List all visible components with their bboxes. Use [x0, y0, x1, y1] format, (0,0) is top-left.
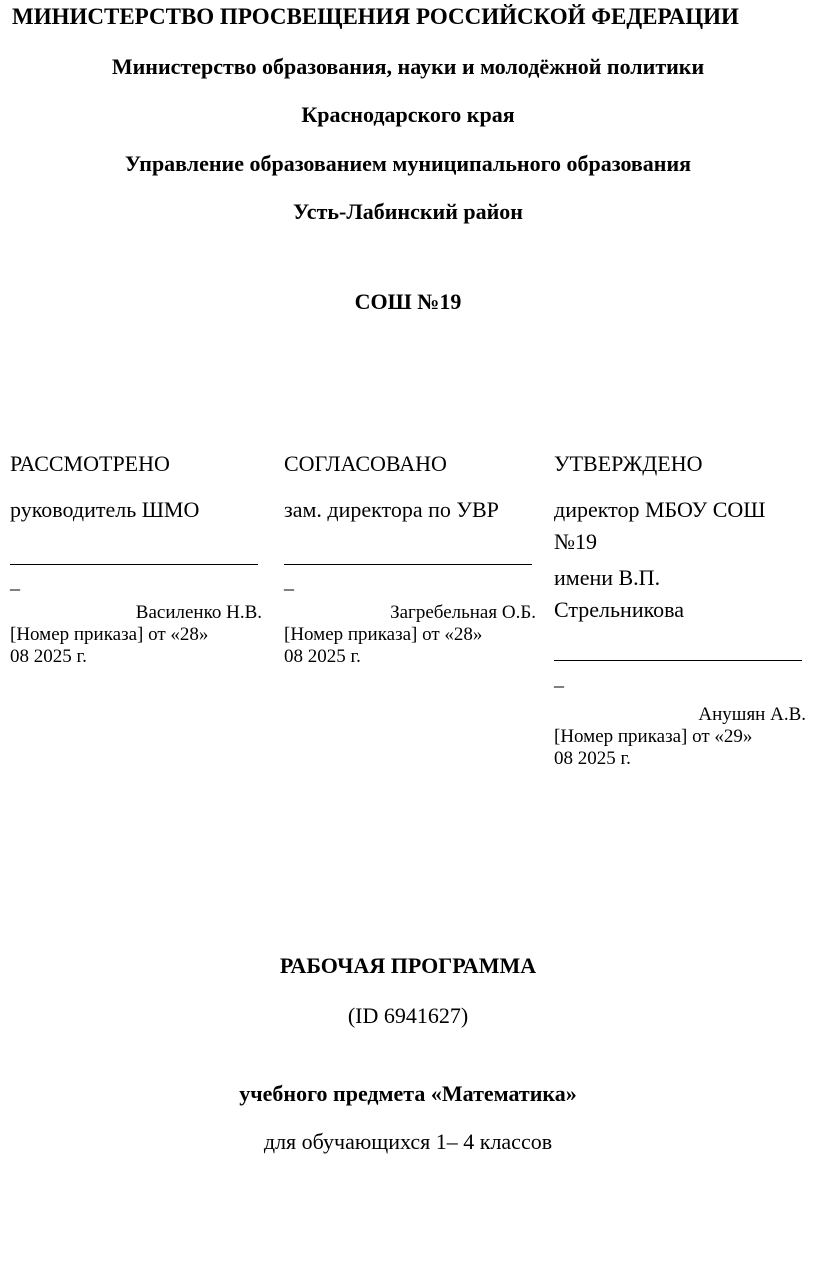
program-title: РАБОЧАЯ ПРОГРАММА: [279, 953, 537, 978]
federal-ministry-heading: МИНИСТЕРСТВО ПРОСВЕЩЕНИЯ РОССИЙСКОЙ ФЕДЕРАЦИИ: [12, 4, 739, 29]
municipal-line2: Усть-Лабинский район: [293, 199, 523, 224]
approval-title: УТВЕРЖДЕНО: [554, 451, 703, 476]
regional-ministry-line1: Министерство образования, науки и молодёжной политики: [111, 54, 705, 79]
program-id: (ID 6941627): [347, 1003, 469, 1028]
signatory-name: Василенко Н.В.: [135, 602, 262, 623]
order-line2: 08 2025 г.: [554, 748, 631, 769]
order-line2: 08 2025 г.: [284, 646, 361, 667]
signature-line: [554, 660, 802, 661]
school-name: СОШ №19: [354, 289, 462, 314]
order-line1: [Номер приказа] от «28»: [10, 624, 209, 645]
signature-line: [284, 564, 532, 565]
approval-role: руководитель ШМО: [10, 497, 200, 522]
approval-role-line1: директор МБОУ СОШ: [554, 497, 766, 522]
signature-underscore: _: [284, 571, 294, 593]
signatory-name: Анушян А.В.: [698, 704, 806, 725]
signatory-name: Загребельная О.Б.: [390, 602, 536, 623]
approval-role: зам. директора по УВР: [284, 497, 499, 522]
signature-underscore: _: [10, 571, 20, 593]
approval-title: СОГЛАСОВАНО: [284, 451, 447, 476]
order-line2: 08 2025 г.: [10, 646, 87, 667]
approval-role-line4: Стрельникова: [554, 597, 685, 622]
program-subject: учебного предмета «Математика»: [239, 1081, 577, 1106]
order-line1: [Номер приказа] от «29»: [554, 726, 753, 747]
order-line1: [Номер приказа] от «28»: [284, 624, 483, 645]
signature-underscore: _: [554, 668, 564, 690]
approval-role-line3: имени В.П.: [554, 565, 661, 590]
program-audience: для обучающихся 1– 4 классов: [263, 1129, 553, 1154]
municipal-line1: Управление образованием муниципального образования: [124, 151, 692, 176]
signature-line: [10, 564, 258, 565]
regional-ministry-line2: Краснодарского края: [301, 102, 515, 127]
approval-role-line2: №19: [554, 529, 597, 554]
approval-title: РАССМОТРЕНО: [10, 451, 170, 476]
